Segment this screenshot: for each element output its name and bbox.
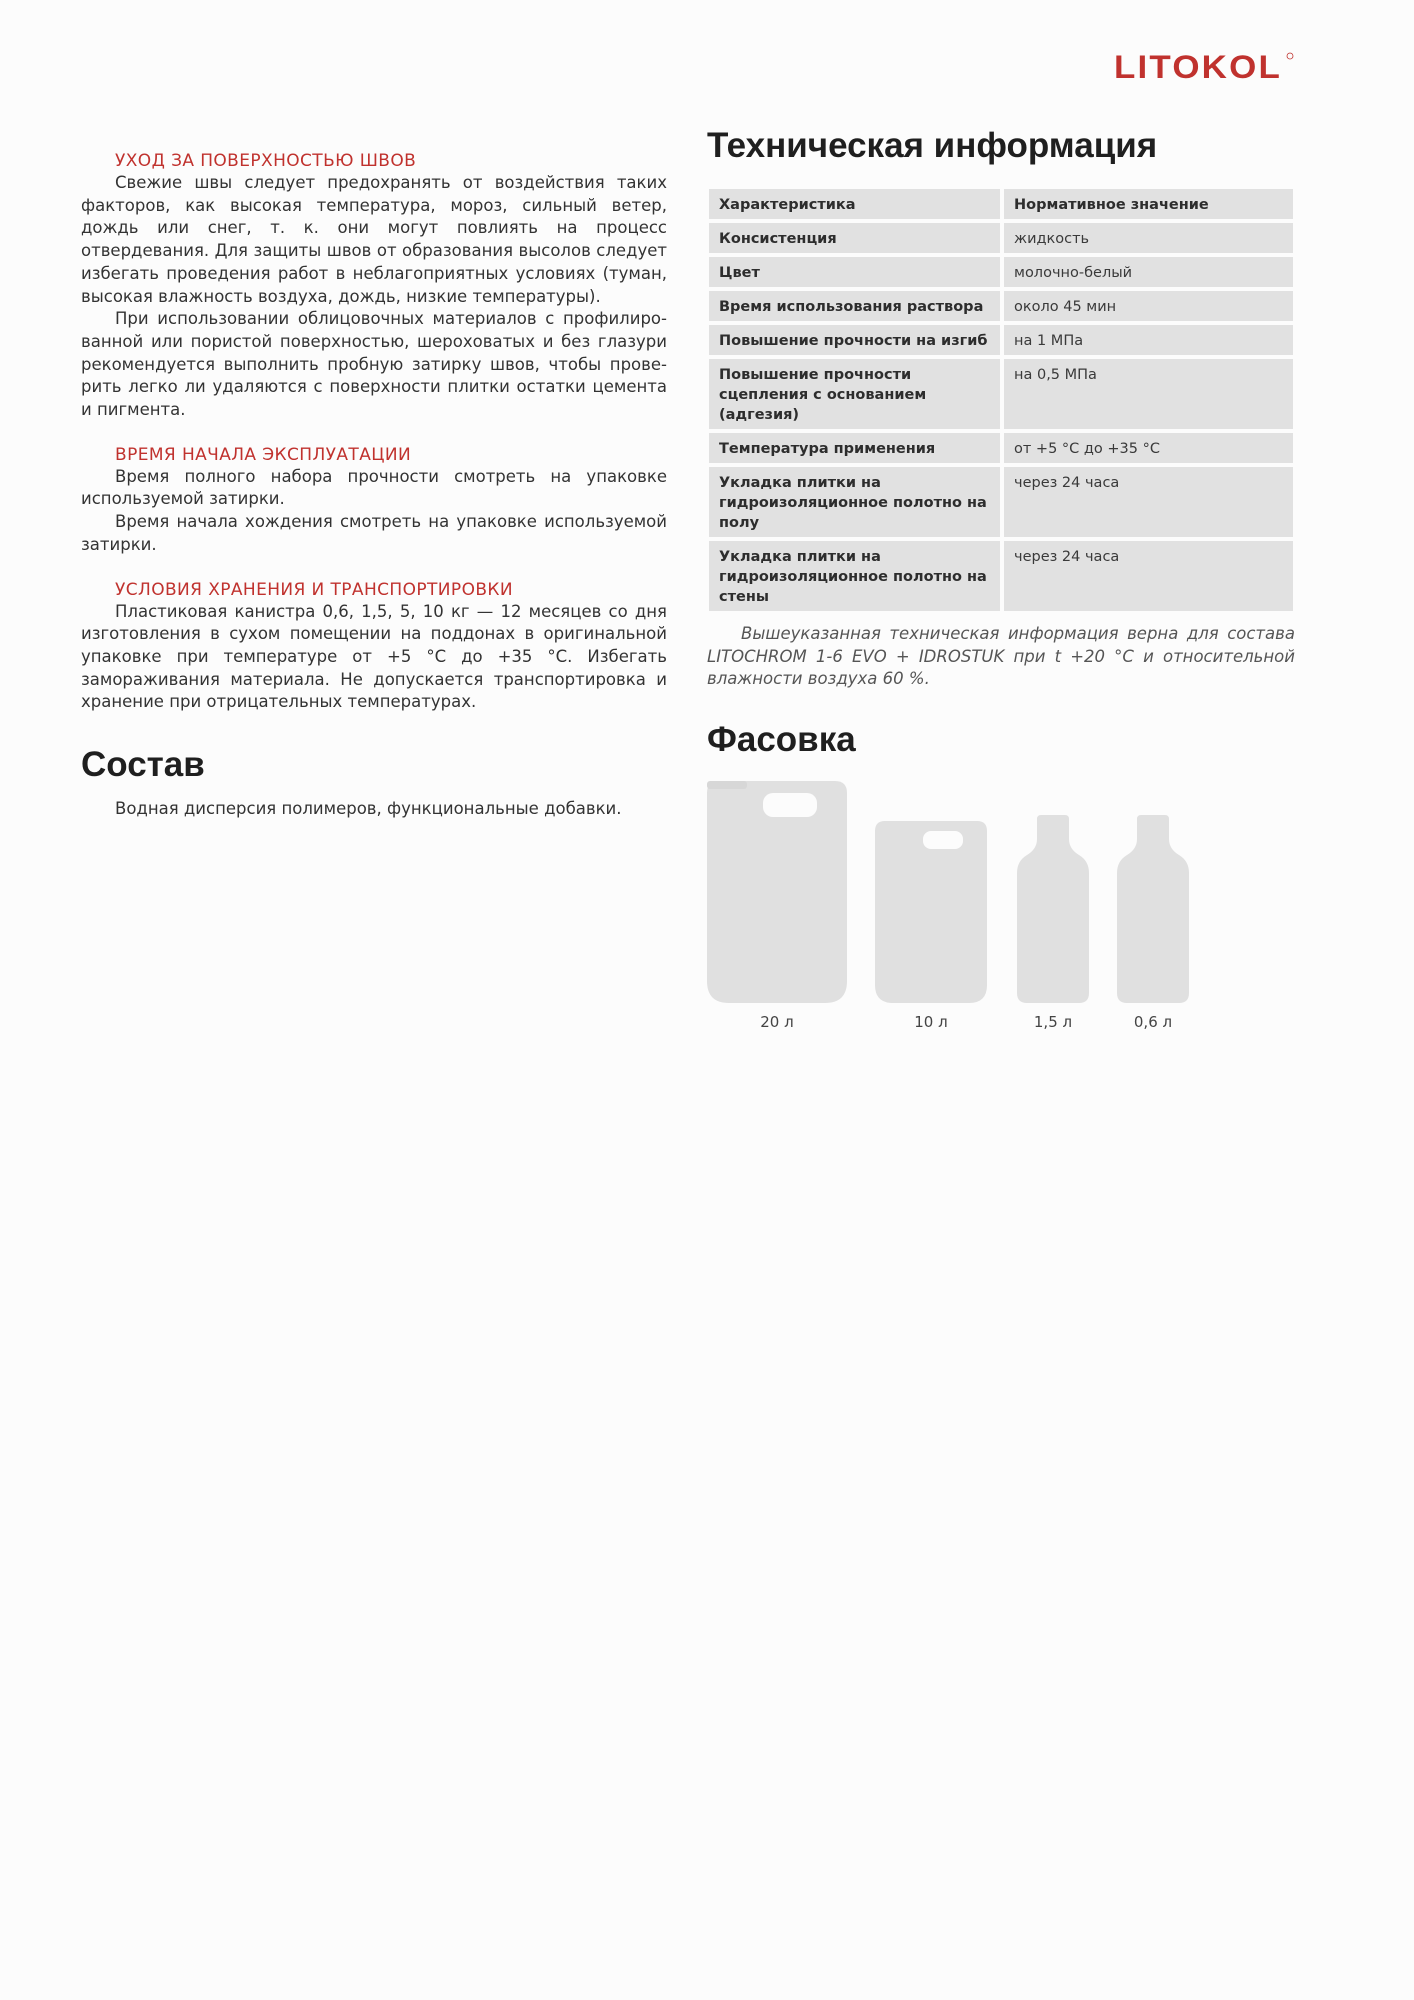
- litokol-logo: [1114, 50, 1294, 84]
- table-row: [709, 359, 1293, 429]
- tech-title: Техническая информация: [707, 126, 1158, 165]
- tech-header-value: Нормативное значение: [1004, 189, 1293, 219]
- row-value: на 1 МПа: [1004, 325, 1293, 355]
- row-key: Повышение прочности на изгиб: [709, 325, 1004, 355]
- composition-section: [81, 744, 667, 821]
- row-key: Укладка плитки на гидроизоляционное полотно на полу: [709, 467, 1004, 537]
- table-row: [709, 467, 1293, 537]
- row-key: Температура применения: [709, 433, 1004, 463]
- table-row: [709, 291, 1293, 321]
- care-paragraph-2: При использовании облицовочных материалов с профилированной или пористой поверхностью, шероховатых и без глазури рекомендуется выполнить пробную затирку швов, чтобы проверить легко ли удаляются с поверхности плитки остатки цемента и пигмента.: [81, 309, 667, 420]
- svg-text:LITOKOL: LITOKOL: [1114, 50, 1282, 84]
- row-value: на 0,5 МПа: [1004, 359, 1293, 429]
- row-value: жидкость: [1004, 223, 1293, 253]
- bottle-1-5l-icon: [1017, 815, 1089, 1003]
- table-row: [709, 433, 1293, 463]
- table-row: [709, 541, 1293, 611]
- start-section: [81, 444, 667, 557]
- composition-title: Состав: [81, 745, 205, 785]
- canister-20l-icon: [707, 781, 847, 1003]
- care-title: УХОД ЗА ПОВЕРХНОСТЬЮ ШВОВ: [115, 151, 417, 171]
- row-key: Цвет: [709, 257, 1004, 287]
- table-row: [709, 223, 1293, 253]
- table-row: [709, 325, 1293, 355]
- storage-title: УСЛОВИЯ ХРАНЕНИЯ И ТРАНСПОРТИРОВКИ: [115, 579, 513, 600]
- storage-section: [81, 579, 667, 715]
- packaging-title: Фасовка: [707, 719, 856, 759]
- pack-label-10l: 10 л: [914, 1012, 948, 1031]
- pack-label-20l: 20 л: [760, 1012, 794, 1031]
- storage-paragraph-1: Пластиковая канистра 0,6, 1,5, 5, 10 кг — 12 месяцев со дня изготовления в сухом помещении на поддонах в оригинальной упаковке при температуре от +5 °С до +35 °С. Избегать замораживания материала. Не допускается транспортировка и хранение при отрицательных температурах.: [81, 601, 667, 712]
- pack-label-1-5l: 1,5 л: [1033, 1012, 1073, 1031]
- row-key: Консистенция: [709, 223, 1004, 253]
- start-paragraph-1: Время полного набора прочности смотреть на упаковке используемой затирки.: [81, 466, 667, 509]
- bottle-0-6l-icon: [1117, 815, 1189, 1003]
- tech-table: [709, 185, 1293, 615]
- start-title: ВРЕМЯ НАЧАЛА ЭКСПЛУАТАЦИИ: [115, 444, 412, 465]
- row-value: около 45 мин: [1004, 291, 1293, 321]
- row-key: Повышение прочности сцепления с основанием (адгезия): [709, 359, 1004, 429]
- canister-10l-icon: [875, 821, 987, 1003]
- row-value: через 24 часа: [1004, 541, 1293, 611]
- row-key: Время использования раствора: [709, 291, 1004, 321]
- composition-paragraph: Водная дисперсия полимеров, функциональные добавки.: [115, 799, 622, 819]
- tech-table-header: [709, 189, 1293, 219]
- row-key: Укладка плитки на гидроизоляционное полотно на стены: [709, 541, 1004, 611]
- row-value: через 24 часа: [1004, 467, 1293, 537]
- left-column: [81, 150, 667, 843]
- care-paragraph-1: Свежие швы следует предохранять от воздействия таких факторов, как высокая температура, мороз, сильный ветер, дождь или снег, т. к. они могут повлиять на процесс отвердевания. Для защиты швов от образования высолов следует избегать проведения работ в неблагоприятных условиях (туман, высокая влажность воздуха, дождь, низкие температуры).: [81, 173, 667, 306]
- tech-note: Вышеуказанная техническая информация верна для состава LITOCHROM 1-6 EVO + IDROSTUK при t +20 °С и относительной влажности воздуха 60 %.: [707, 624, 1295, 688]
- start-paragraph-2: Время начала хождения смотреть на упаковке используемой затирки.: [81, 512, 667, 554]
- care-section: [81, 150, 667, 422]
- packaging-row: [707, 781, 1295, 1041]
- tech-header-key: Характеристика: [709, 189, 1004, 219]
- right-column: [707, 125, 1295, 1041]
- row-value: молочно-белый: [1004, 257, 1293, 287]
- row-value: от +5 °С до +35 °С: [1004, 433, 1293, 463]
- table-row: [709, 257, 1293, 287]
- pack-label-0-6l: 0,6 л: [1133, 1012, 1173, 1031]
